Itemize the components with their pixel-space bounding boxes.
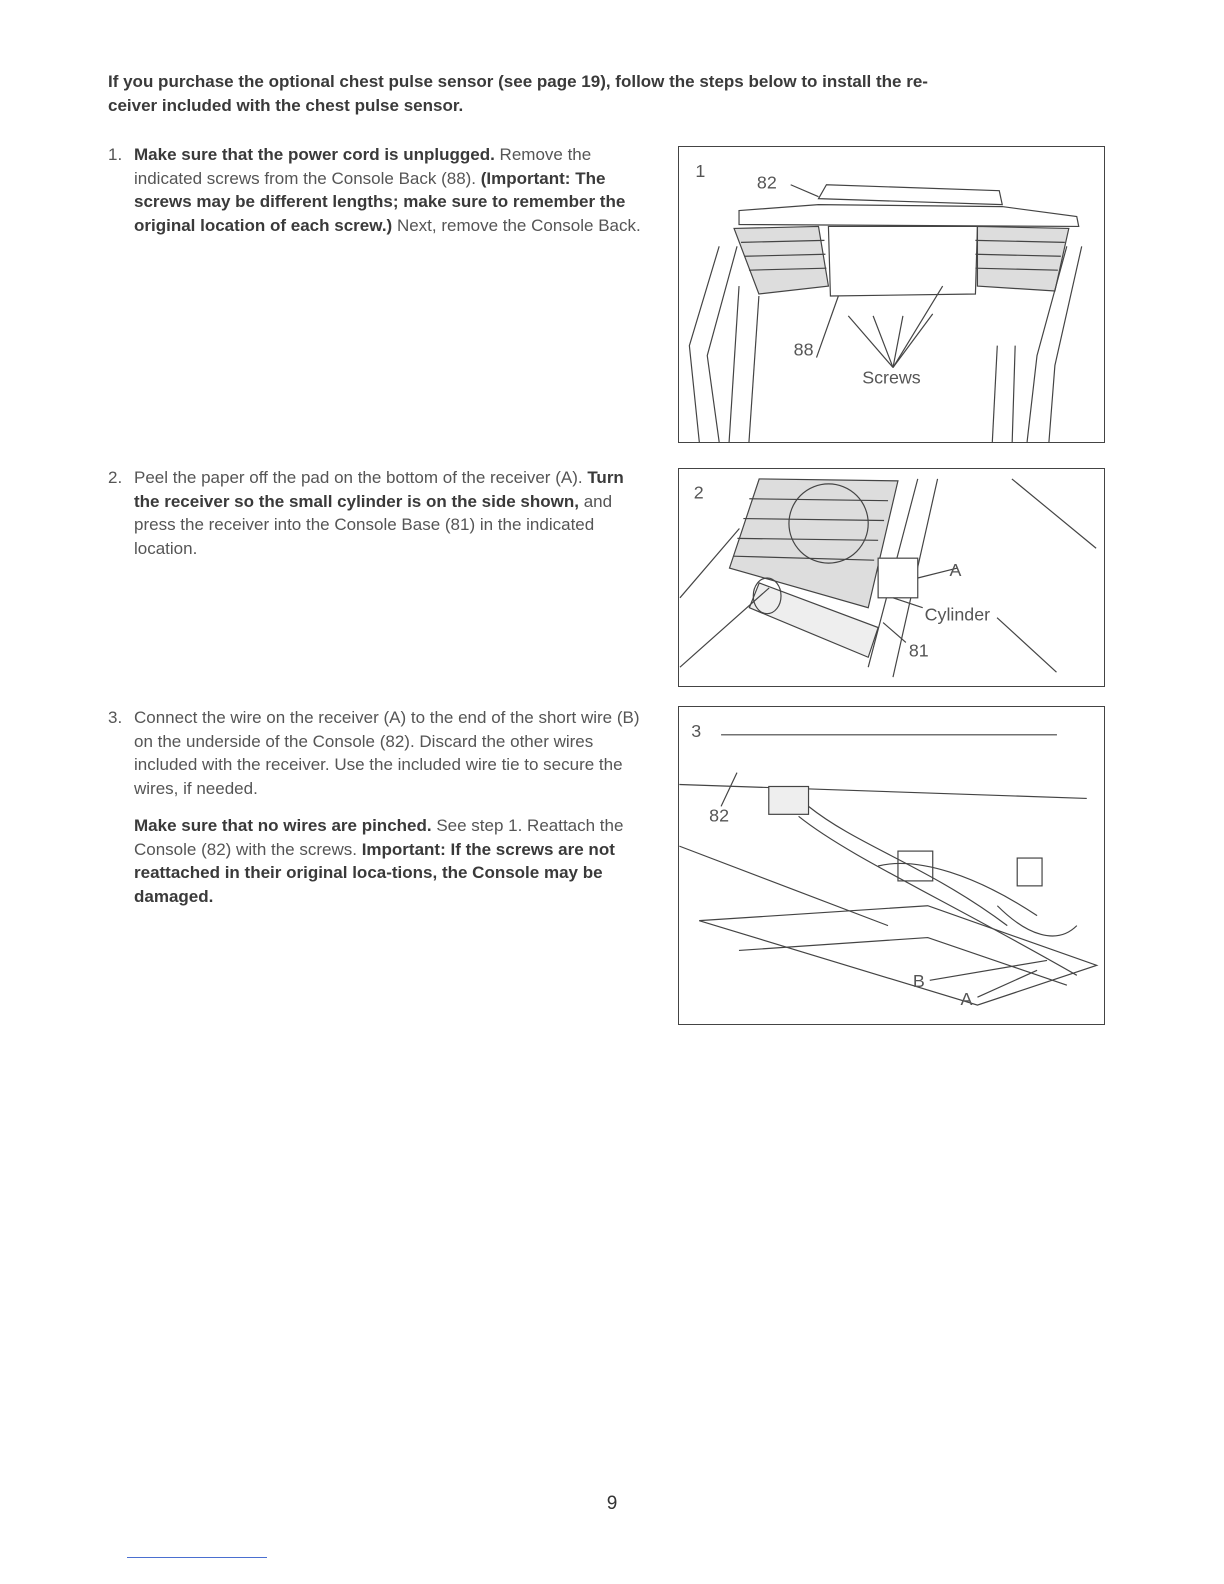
step-1	[108, 143, 648, 237]
footer-rule	[127, 1557, 267, 1558]
step-3-para-2	[134, 814, 648, 908]
figure-1-label-screws: Screws	[862, 367, 921, 388]
figure-3	[678, 706, 1105, 1025]
step-1-bold-1: Make sure that the power cord is unplugged.	[134, 145, 495, 164]
step-2-bold-1: Turn the receiver so the small cylinder is on the side shown,	[134, 468, 624, 511]
figure-1-label-88: 88	[793, 339, 814, 360]
figure-2-label-a: A	[949, 560, 962, 581]
figure-2-label-cylinder: Cylinder	[924, 604, 991, 625]
step-1-number: 1.	[108, 145, 123, 164]
step-1-text	[134, 143, 648, 237]
figure-2-illustration	[679, 469, 1104, 686]
figure-2-label-81: 81	[908, 640, 929, 661]
step-3	[108, 706, 648, 922]
figure-3-number: 3	[691, 720, 702, 741]
step-2-number: 2.	[108, 468, 123, 487]
figure-2-number: 2	[693, 482, 704, 503]
step-2-text	[134, 466, 648, 560]
step-3-bold-3: Important: If the screws are not reattached in their original loca-tions, the Console may be damaged.	[134, 839, 615, 906]
figure-1-illustration	[679, 147, 1104, 442]
step-3-text	[134, 706, 648, 908]
step-3-para-1: Connect the wire on the receiver (A) to the end of the short wire (B) on the underside of the Console (82). Discard the other wires included with the receiver. Use the included wire tie to secure the wires, if needed.	[134, 708, 640, 798]
step-3-bold-2: Make sure that no wires are pinched.	[134, 816, 432, 835]
figure-2	[678, 468, 1105, 687]
figure-3-label-b: B	[912, 971, 925, 992]
figure-3-label-a: A	[960, 989, 973, 1010]
step-3-number: 3.	[108, 708, 123, 727]
step-1-text-2: Next, remove the Console Back.	[392, 215, 641, 235]
intro-line-2: ceiver included with the chest pulse sensor.	[108, 96, 464, 115]
step-3-text-2: See step 1. Reattach the Console (82) with the screws.	[134, 816, 624, 859]
figure-1-label-82: 82	[756, 172, 777, 193]
figure-1-number: 1	[695, 160, 706, 181]
step-2-text-2: and press the receiver into the Console Base (81) in the indicated location.	[134, 491, 613, 558]
figure-3-illustration	[679, 707, 1104, 1024]
figure-3-label-82: 82	[709, 805, 730, 826]
step-2	[108, 466, 648, 560]
figure-1	[678, 146, 1105, 443]
step-1-text-1: Remove the indicated screws from the Console Back (88).	[134, 145, 592, 188]
page-number: 9	[606, 1493, 618, 1514]
intro-line-1: If you purchase the optional chest pulse sensor (see page 19), follow the steps below to install the re-	[108, 72, 928, 91]
step-1-bold-2: (Important: The screws may be different lengths; make sure to remember the original location of each screw.)	[134, 168, 626, 235]
step-2-text-1: Peel the paper off the pad on the bottom of the receiver (A).	[134, 468, 588, 487]
intro-paragraph	[108, 70, 1088, 118]
